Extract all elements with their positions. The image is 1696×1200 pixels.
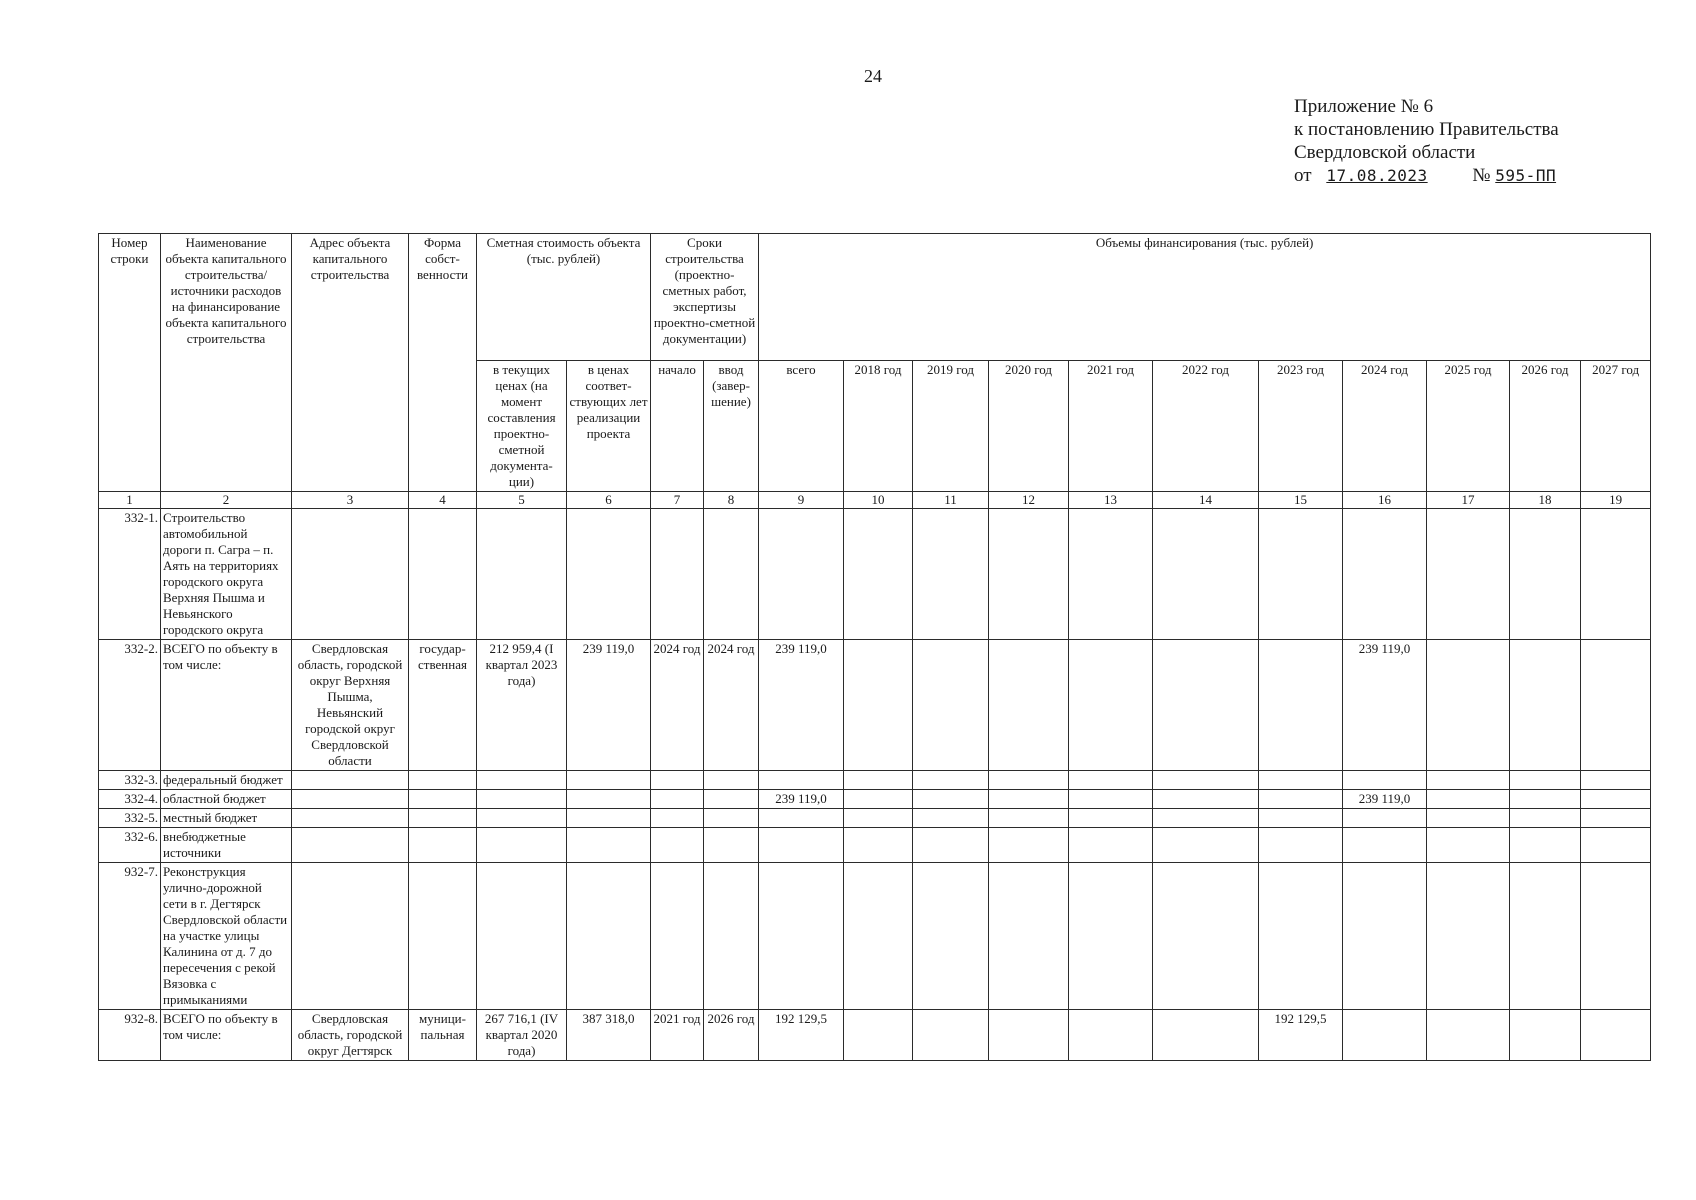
header-start: начало — [651, 361, 704, 492]
header-year: 2026 год — [1510, 361, 1581, 492]
row-start: 2024 год — [651, 640, 704, 771]
row-year-2020 — [989, 863, 1069, 1010]
row-year-2027 — [1581, 509, 1651, 640]
header-year: 2018 год — [844, 361, 913, 492]
row-year-2020 — [989, 790, 1069, 809]
column-number: 12 — [989, 492, 1069, 509]
row-year-2019 — [913, 790, 989, 809]
row-end — [704, 771, 759, 790]
header-ownership: Форма собст-венности — [409, 234, 477, 492]
row-year-2026 — [1510, 509, 1581, 640]
column-number: 13 — [1069, 492, 1153, 509]
row-number: 332-3. — [99, 771, 161, 790]
row-year-2021 — [1069, 863, 1153, 1010]
row-ownership — [409, 509, 477, 640]
row-year-2027 — [1581, 771, 1651, 790]
row-year-2023 — [1259, 509, 1343, 640]
row-address: Свердловская область, городской округ Дегтярск — [292, 1010, 409, 1061]
row-cost-years — [567, 771, 651, 790]
column-number: 2 — [161, 492, 292, 509]
row-year-2027 — [1581, 790, 1651, 809]
header-year: 2021 год — [1069, 361, 1153, 492]
row-year-2023 — [1259, 863, 1343, 1010]
column-number-row — [99, 492, 1651, 509]
row-start — [651, 509, 704, 640]
row-year-2026 — [1510, 790, 1581, 809]
row-year-2019 — [913, 640, 989, 771]
row-year-2023 — [1259, 771, 1343, 790]
row-year-2025 — [1427, 1010, 1510, 1061]
appendix-block — [1294, 95, 1559, 187]
row-start — [651, 809, 704, 828]
row-number: 332-6. — [99, 828, 161, 863]
header-total: всего — [759, 361, 844, 492]
row-year-2021 — [1069, 509, 1153, 640]
table-row — [99, 640, 1651, 771]
row-year-2020 — [989, 809, 1069, 828]
row-year-2018 — [844, 809, 913, 828]
row-number: 932-8. — [99, 1010, 161, 1061]
header-end: ввод (завер-шение) — [704, 361, 759, 492]
column-number: 6 — [567, 492, 651, 509]
row-ownership — [409, 809, 477, 828]
row-year-2018 — [844, 828, 913, 863]
row-number: 332-2. — [99, 640, 161, 771]
row-total — [759, 809, 844, 828]
resolution-date: 17.08.2023 — [1326, 166, 1428, 185]
resolution-number: 595-ПП — [1495, 166, 1557, 185]
column-number: 8 — [704, 492, 759, 509]
header-row-number: Номер строки — [99, 234, 161, 492]
row-year-2022 — [1153, 828, 1259, 863]
column-number: 10 — [844, 492, 913, 509]
row-cost-current: 267 716,1 (IV квартал 2020 года) — [477, 1010, 567, 1061]
row-year-2026 — [1510, 828, 1581, 863]
table-row — [99, 863, 1651, 1010]
table-row — [99, 809, 1651, 828]
row-year-2022 — [1153, 771, 1259, 790]
row-start — [651, 771, 704, 790]
column-number: 19 — [1581, 492, 1651, 509]
header-terms: Сроки строительства (проектно-сметных работ, экспертизы проектно-сметной документации) — [651, 234, 759, 361]
row-number: 332-5. — [99, 809, 161, 828]
row-total — [759, 863, 844, 1010]
row-year-2025 — [1427, 509, 1510, 640]
row-name: Реконструкция улично-дорожной сети в г. Дегтярск Свердловской области на участке улицы Калинина от д. 7 до пересечения с рекой Вязовка с примыканиями — [161, 863, 292, 1010]
page-number: 24 — [864, 66, 882, 86]
row-year-2025 — [1427, 640, 1510, 771]
row-year-2022 — [1153, 509, 1259, 640]
row-cost-years — [567, 509, 651, 640]
row-end — [704, 509, 759, 640]
row-ownership — [409, 771, 477, 790]
row-ownership — [409, 790, 477, 809]
header-year: 2024 год — [1343, 361, 1427, 492]
row-name: местный бюджет — [161, 809, 292, 828]
row-name: Строительство автомобильной дороги п. Сагра – п. Аять на территориях городского округа Верхняя Пышма и Невьянского городского округа — [161, 509, 292, 640]
row-year-2021 — [1069, 809, 1153, 828]
row-ownership — [409, 828, 477, 863]
row-year-2026 — [1510, 809, 1581, 828]
row-cost-current — [477, 771, 567, 790]
row-total — [759, 509, 844, 640]
row-year-2025 — [1427, 809, 1510, 828]
column-number: 5 — [477, 492, 567, 509]
header-cost-years: в ценах соответ-ствующих лет реализации проекта — [567, 361, 651, 492]
row-year-2021 — [1069, 640, 1153, 771]
appendix-title: Приложение № 6 — [1294, 96, 1434, 117]
row-total: 239 119,0 — [759, 790, 844, 809]
row-year-2025 — [1427, 771, 1510, 790]
row-year-2021 — [1069, 1010, 1153, 1061]
row-address — [292, 828, 409, 863]
header-year: 2020 год — [989, 361, 1069, 492]
row-number: 932-7. — [99, 863, 161, 1010]
row-year-2018 — [844, 863, 913, 1010]
row-cost-current — [477, 509, 567, 640]
row-address — [292, 509, 409, 640]
row-start — [651, 790, 704, 809]
row-number: 332-1. — [99, 509, 161, 640]
row-year-2019 — [913, 509, 989, 640]
table-row — [99, 790, 1651, 809]
row-year-2021 — [1069, 771, 1153, 790]
header-year: 2022 год — [1153, 361, 1259, 492]
row-year-2026 — [1510, 863, 1581, 1010]
row-total — [759, 771, 844, 790]
row-number: 332-4. — [99, 790, 161, 809]
row-year-2025 — [1427, 828, 1510, 863]
row-year-2024 — [1343, 809, 1427, 828]
row-year-2021 — [1069, 790, 1153, 809]
row-year-2024: 239 119,0 — [1343, 790, 1427, 809]
column-number: 18 — [1510, 492, 1581, 509]
column-number: 4 — [409, 492, 477, 509]
row-year-2025 — [1427, 790, 1510, 809]
row-year-2018 — [844, 1010, 913, 1061]
row-year-2027 — [1581, 640, 1651, 771]
table-row — [99, 828, 1651, 863]
header-funding: Объемы финансирования (тыс. рублей) — [759, 234, 1651, 361]
header-year: 2025 год — [1427, 361, 1510, 492]
table-row — [99, 1010, 1651, 1061]
column-number: 7 — [651, 492, 704, 509]
row-address — [292, 790, 409, 809]
header-year: 2027 год — [1581, 361, 1651, 492]
header-row-1 — [99, 234, 1651, 361]
column-number: 1 — [99, 492, 161, 509]
appendix-date-line — [1294, 164, 1559, 187]
row-year-2020 — [989, 640, 1069, 771]
column-number: 11 — [913, 492, 989, 509]
row-ownership: государ-ственная — [409, 640, 477, 771]
row-cost-years: 387 318,0 — [567, 1010, 651, 1061]
column-number: 14 — [1153, 492, 1259, 509]
row-year-2020 — [989, 771, 1069, 790]
row-start: 2021 год — [651, 1010, 704, 1061]
row-year-2024 — [1343, 1010, 1427, 1061]
row-cost-years — [567, 863, 651, 1010]
row-year-2023 — [1259, 809, 1343, 828]
row-year-2022 — [1153, 863, 1259, 1010]
row-year-2022 — [1153, 809, 1259, 828]
row-year-2026 — [1510, 771, 1581, 790]
row-year-2018 — [844, 509, 913, 640]
row-year-2024: 239 119,0 — [1343, 640, 1427, 771]
row-cost-years — [567, 790, 651, 809]
header-estimated-cost: Сметная стоимость объекта (тыс. рублей) — [477, 234, 651, 361]
row-end — [704, 809, 759, 828]
row-year-2018 — [844, 640, 913, 771]
row-year-2024 — [1343, 828, 1427, 863]
row-end: 2024 год — [704, 640, 759, 771]
row-year-2019 — [913, 1010, 989, 1061]
header-address: Адрес объекта капитального строительства — [292, 234, 409, 492]
row-total: 239 119,0 — [759, 640, 844, 771]
date-prefix: от — [1294, 165, 1312, 186]
row-address — [292, 771, 409, 790]
row-total — [759, 828, 844, 863]
row-year-2022 — [1153, 640, 1259, 771]
row-year-2027 — [1581, 863, 1651, 1010]
row-year-2027 — [1581, 1010, 1651, 1061]
row-cost-current — [477, 790, 567, 809]
row-address — [292, 809, 409, 828]
row-cost-current — [477, 809, 567, 828]
row-year-2025 — [1427, 863, 1510, 1010]
row-address — [292, 863, 409, 1010]
column-number: 15 — [1259, 492, 1343, 509]
header-year: 2023 год — [1259, 361, 1343, 492]
row-end: 2026 год — [704, 1010, 759, 1061]
row-year-2023 — [1259, 640, 1343, 771]
column-number: 3 — [292, 492, 409, 509]
row-year-2019 — [913, 771, 989, 790]
row-year-2022 — [1153, 790, 1259, 809]
row-name: ВСЕГО по объекту в том числе: — [161, 640, 292, 771]
row-name: ВСЕГО по объекту в том числе: — [161, 1010, 292, 1061]
financing-table — [98, 233, 1651, 1061]
table-row — [99, 509, 1651, 640]
table-row — [99, 771, 1651, 790]
row-cost-years — [567, 809, 651, 828]
row-year-2027 — [1581, 809, 1651, 828]
row-year-2024 — [1343, 863, 1427, 1010]
row-year-2018 — [844, 790, 913, 809]
row-year-2019 — [913, 809, 989, 828]
row-year-2026 — [1510, 640, 1581, 771]
row-end — [704, 790, 759, 809]
row-start — [651, 863, 704, 1010]
row-year-2026 — [1510, 1010, 1581, 1061]
number-prefix: № — [1472, 165, 1491, 186]
column-number: 17 — [1427, 492, 1510, 509]
row-year-2020 — [989, 828, 1069, 863]
row-year-2020 — [989, 1010, 1069, 1061]
row-year-2024 — [1343, 771, 1427, 790]
row-year-2018 — [844, 771, 913, 790]
row-end — [704, 863, 759, 1010]
row-name: федеральный бюджет — [161, 771, 292, 790]
row-year-2020 — [989, 509, 1069, 640]
header-year: 2019 год — [913, 361, 989, 492]
row-year-2022 — [1153, 1010, 1259, 1061]
column-number: 16 — [1343, 492, 1427, 509]
row-year-2021 — [1069, 828, 1153, 863]
row-address: Свердловская область, городской округ Верхняя Пышма, Невьянский городской округ Свердловской области — [292, 640, 409, 771]
row-cost-current — [477, 828, 567, 863]
row-year-2027 — [1581, 828, 1651, 863]
row-start — [651, 828, 704, 863]
row-ownership: муници-пальная — [409, 1010, 477, 1061]
appendix-line-3: Свердловской области — [1294, 142, 1476, 163]
row-ownership — [409, 863, 477, 1010]
row-cost-current: 212 959,4 (I квартал 2023 года) — [477, 640, 567, 771]
row-cost-years — [567, 828, 651, 863]
row-name: внебюджетные источники — [161, 828, 292, 863]
row-end — [704, 828, 759, 863]
row-total: 192 129,5 — [759, 1010, 844, 1061]
row-year-2023 — [1259, 828, 1343, 863]
row-year-2023: 192 129,5 — [1259, 1010, 1343, 1061]
row-cost-years: 239 119,0 — [567, 640, 651, 771]
row-name: областной бюджет — [161, 790, 292, 809]
appendix-line-2: к постановлению Правительства — [1294, 119, 1559, 140]
column-number: 9 — [759, 492, 844, 509]
row-year-2024 — [1343, 509, 1427, 640]
header-object-name: Наименование объекта капитального строительства/ источники расходов на финансирование объекта капитального строительства — [161, 234, 292, 492]
row-year-2019 — [913, 828, 989, 863]
row-year-2019 — [913, 863, 989, 1010]
row-cost-current — [477, 863, 567, 1010]
row-year-2023 — [1259, 790, 1343, 809]
header-cost-current: в текущих ценах (на момент составления проектно-сметной документа-ции) — [477, 361, 567, 492]
